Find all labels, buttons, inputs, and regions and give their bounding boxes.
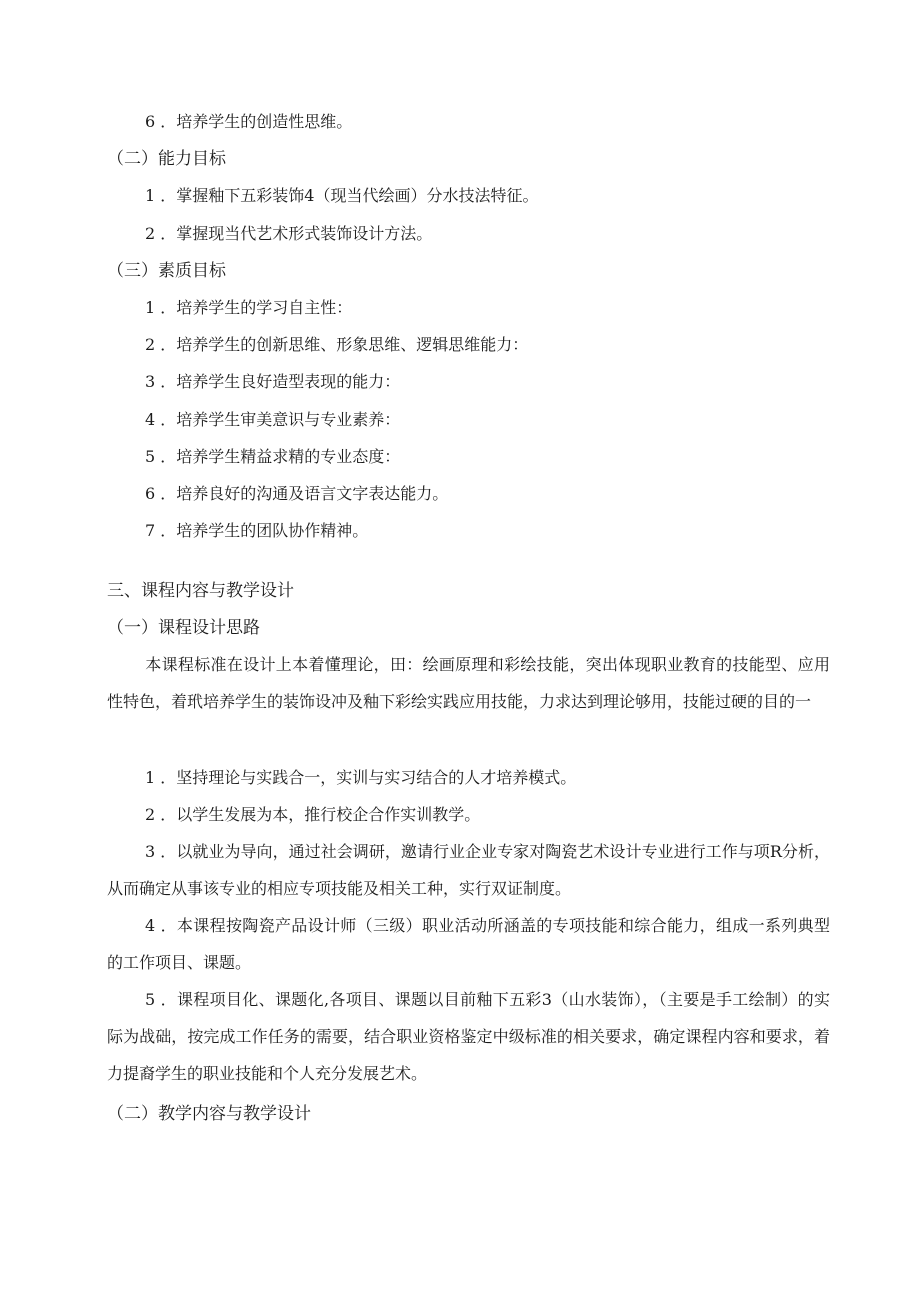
section-3-heading: 三、课程内容与教学设计 [107,581,294,601]
design-item-4: 4 ．本课程按陶瓷产品设计师（三级）职业活动所涵盖的专项技能和综合能力，组成一系列典型的工作项目、课题。 [107,916,830,972]
quality-item-7: 7 ．培养学生的团队协作精神。 [145,521,369,540]
quality-heading: （三）素质目标 [107,261,226,281]
quality-item-1: 1 ．培养学生的学习自主性： [145,298,353,317]
design-item-1: 1 ．坚持理论与实践合一，实训与实习结合的人才培养模式。 [145,768,577,787]
course-design-intro: 本课程标准在设计上本着懂理论，田：绘画原理和彩绘技能，突出体现职业教育的技能型、应用性特色，着玳培养学生的装饰设冲及釉下彩绘实践应用技能，力求达到理论够用，技能过硬的目的一 [107,655,830,711]
ability-item-2: 2 ．掌握现当代艺术形式装饰设计方法。 [145,224,433,243]
quality-item-6: 6 ．培养良好的沟通及语言文字表达能力。 [145,484,449,503]
design-item-2: 2 ．以学生发展为本，推行校企合作实训教学。 [145,805,481,824]
quality-item-4: 4 ．培养学生审美意识与专业素养： [145,410,401,429]
design-item-5: 5 ．课程项目化、课题化,各项目、课题以目前釉下五彩3（山水装饰），（主要是手工绘制）的实际为战础，按完成工作任务的需要，结合职业资格鉴定中级标准的相关要求，确定课程内容和要求，着力提裔学生的职业技能和个人充分发展艺术。 [107,990,830,1083]
design-item-3: 3 ．以就业为导向，通过社会调研，邀请行业企业专家对陶瓷艺术设计专业进行工作与项R分析，从而确定从事该专业的相应专项技能及相关工种，实行双证制度。 [107,842,830,898]
knowledge-item-6: 6 ．培养学生的创造性思维。 [145,112,353,131]
quality-item-2: 2 ．培养学生的创新思维、形象思维、逻辑思维能力： [145,335,529,354]
ability-heading: （二）能力目标 [107,149,226,169]
course-design-heading: （一）课程设计思路 [107,618,260,638]
teaching-content-heading: （二）教学内容与教学设计 [107,1104,311,1124]
quality-item-3: 3 ．培养学生良好造型表现的能力： [145,372,401,391]
quality-item-5: 5 ．培养学生精益求精的专业态度： [145,447,401,466]
ability-item-1: 1 ．掌握釉下五彩装饰4（现当代绘画）分水技法特征。 [145,186,539,205]
